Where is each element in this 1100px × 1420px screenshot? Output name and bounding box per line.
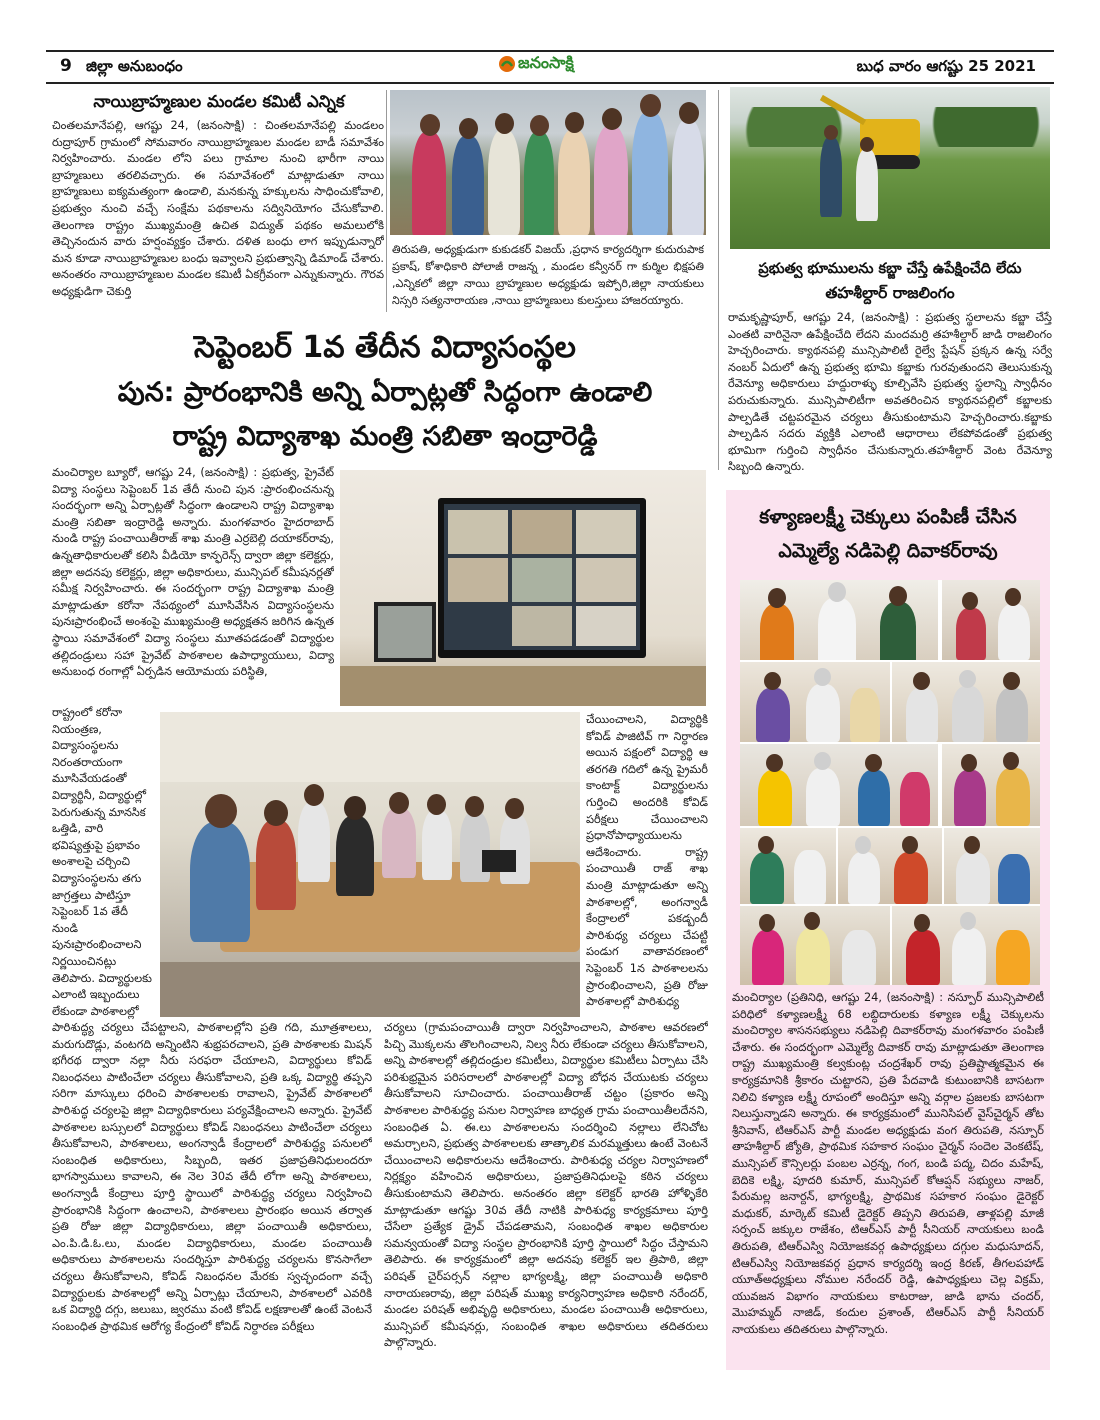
issue-date: బుధ వారం ఆగష్టు 25 2021	[856, 57, 1036, 75]
page-number: 9	[60, 56, 72, 76]
masthead-logo	[498, 50, 608, 80]
collage-photo	[892, 906, 1040, 985]
lead-body-b	[52, 705, 156, 1025]
lead-text-b: రాష్ట్రంలో కరోనా నియంత్రణ, విద్యాసంస్థలను నిరంతరాయంగా మూసివేయడంతో విద్యార్థినీ, విద్యార్థుల్లో పెరుగుతున్న మానసిక ఒత్తిడి, వారి భవిష్యత్తుపై ప్రభావం అంశాలపై చర్చించి విద్యాసంస్థలను తగు జాగ్రత్తలు పాటిస్తూ సెప్టెంబర్ 1వ తేదీ నుండి పునఃప్రారంభించాలని నిర్ణయించినట్లు తెలిపారు. విద్యార్థులకు ఎలాంటి ఇబ్బందులు లేకుండా పాఠశాలల్లో	[52, 706, 152, 1018]
header-rule-bottom	[46, 82, 1054, 84]
collage-photo	[892, 662, 1040, 742]
story3-dateline: మంచిర్యాల (ప్రతినిధి, ఆగష్టు 24, (జనంసాక్షి) :	[732, 991, 944, 1004]
story1-headline: నాయిబ్రాహ్మణుల మండల కమిటీ ఎన్నిక	[93, 92, 345, 111]
collage-photo	[942, 580, 1040, 660]
story2-body	[728, 310, 1052, 478]
page-header	[46, 52, 1054, 82]
story2-dateline: రామకృష్ణాపూర్, ఆగష్టు 24, (జనంసాక్షి) :	[728, 311, 920, 324]
story3-headline-line1: కళ్యాణలక్ష్మీ చెక్కులు పంపిణీ చేసిన	[759, 506, 1017, 528]
story3-headline-line2: ఎమ్మెల్యే నడిపెల్లి దివాకర్‌రావు	[778, 540, 998, 562]
story1-caption: తిరుపతి, అధ్యక్షుడుగా కుకుడకర్ విజయ్ ,ప్రధాన కార్యదర్శిగా కుదురుపాక ప్రకాష్, కోశాధికారి పోలాజీ రాజన్న , మండల కన్వీనర్ గా కుర్మిల భిక్షపతి ,ఎన్నికలో జిల్లా నాయి బ్రాహ్మణుల అధ్యక్షుడు ఇప్పోరి,జిల్లా నాయకులు నిస్సరి సత్యనారాయణ ,నాయి బ్రాహ్మణులు కులస్తులు హాజరయ్యారు.	[392, 243, 704, 307]
lead-headline-line1: సెప్టెంబర్ 1వ తేదీన విద్యాసంస్థల	[194, 330, 576, 365]
lead-videoconf-photo	[340, 470, 706, 706]
story1-text: చింతలమానేపల్లి మండలం రుద్రాపూర్ గ్రామంలో సోమవారం నాయిబ్రాహ్మణుల మండల బాడీ సమావేశం నిర్వహించారు. మండల లోని పలు గ్రామాల నుంచి భారీగా నాయి బ్రాహ్మణులు తరలివచ్చారు. ఈ సమావేశంలో మాట్లాడుతూ నాయి బ్రాహ్మణులు ఐక్యమత్యంగా ఉండాలి, మనకున్న హక్కులను సాధించుకోవాలి, ప్రభుత్వం నుంచి వచ్చే సంక్షేమ పథకాలను సద్వినియోగం చేసుకోవాలి. తెలంగాణ రాష్ట్రం ముఖ్యమంత్రి ఉచిత విద్యుత్ పథకం అమలులోకి తెచ్చినందున వారు హర్షంవ్యక్తం చేశారు. దళిత బంధు లాగ ఇప్పుడున్నారో మన కూడా నాయిబ్రాహ్మణుల బంధు ఇవ్వాలని ప్రభుత్వాన్ని డిమాండ్ చేశారు. అనంతరం నాయిబ్రాహ్మణుల మండల కమిటీ ఏకగ్రీవంగా ఎన్నుకున్నారు. గౌరవ అధ్యక్షుడిగా చెకుర్తి	[52, 119, 384, 298]
lead-text-e: చర్యలు (గ్రామపంచాయితీ ద్వారా నిర్వహించాలని, పాఠశాల ఆవరణలో పిచ్చి మొక్కలను తొలగించాలని, నిల్వ నీరు లేకుండా చర్యలు తీసుకోవాలని, అన్ని పాఠశాలల్లో తల్లిదండ్రుల కమిటీలు, విద్యార్థుల కమిటీలు ఏర్పాటు చేసి పరిశుభ్రమైన పరిసరాలలో పాఠశాలల్లో విద్యా బోధన చేయుటకు చర్యలు తీసుకోవాలని సూచించారు. పంచాయితీరాజ్ చట్టం (ప్రకారం అన్ని పాఠశాలల పారిశుద్ధ్య పనుల నిర్వాహణ బాధ్యత గ్రామ పంచాయితీలదేనని, సంబంధిత ఏ. ఈ.లు పాఠశాలలను సందర్శించి నల్లాలు లేనిచోట అమర్చాలని, ప్రభుత్వ పాఠశాలలకు తాత్కాలిక మరమ్మత్తులు ఉంటే వెంటనే చేయించాలని అధికారులను ఆదేశించారు. పారిశుధ్య చర్యల నిర్వాహణలో నిర్లక్ష్యం వహించిన అధికారులు, ప్రజాప్రతినిధులపై కఠిన చర్యలు తీసుకుంటామని తెలిపారు. అనంతరం జిల్లా కలెక్టర్ భారతి హోళ్ళికేరి మాట్లాడుతూ ఆగష్టు 30వ తేదీ నాటికి పారిశుధ్య కార్యక్రమాలు పూర్తి చేసేలా ప్రత్యేక డ్రైవ్ చేపడతామని, సంబంధిత శాఖల అధికారుల సమన్వయంతో విద్యా సంస్థల ప్రారంభానికి పూర్తి స్థాయిలో సిద్ధం చేస్తామని తెలిపారు. ఈ కార్యక్రమంలో జిల్లా అదనపు కలెక్టర్ ఇల త్రిపాఠి, జిల్లా పరిషత్ చైర్‌పర్సన్ నల్లాల భాగ్యలక్ష్మి, జిల్లా పంచాయితీ అధికారి నారాయణరావు, జిల్లా పరిషత్ ముఖ్య కార్యనిర్వాహణ అధికారి నరేందర్, మండల పరిషత్ అభివృద్ధి అధికారులు, మండల పంచాయితీ అధికారులు, మున్సిపల్ కమీషనర్లు, సంబంధిత శాఖల అధికారులు తదితరులు పాల్గొన్నారు.	[384, 1021, 708, 1350]
story2-headline-line1: ప్రభుత్వ భూములను కబ్జా చేస్తే ఉపేక్షించేది లేదు	[758, 261, 1022, 277]
column-rule	[718, 90, 719, 470]
lead-headline-line2: పున: ప్రారంభానికి అన్ని ఏర్పాట్లతో సిద్ధంగా ఉండాలి	[117, 377, 653, 408]
lead-headline-line3: రాష్ట్ర విద్యాశాఖ మంత్రి సబితా ఇంద్రారెడ్డి	[172, 421, 598, 452]
collage-photo	[740, 744, 938, 826]
header-rule-top	[46, 50, 1054, 52]
story2-text: ప్రభుత్వ స్థలాలను కబ్జా చేస్తే ఎంతటి వారినైనా ఉపేక్షించేది లేదని మందమర్రి తహశీల్దార్ జాడి రాజలింగం హెచ్చరించారు. క్యాథనపల్లి మున్సిపాలిటీ రైల్వే స్టేషన్ ప్రక్కన ఉన్న సర్వే నంబర్ ఏదులో ఉన్న ప్రభుత్వ భూమి కబ్జాకు గురవుతుందని తెలుసుకున్న రేవెన్యూ అధికారులు హద్దురాళ్ళు కూల్చివేసి ప్రభుత్వ స్థలాన్ని స్వాధీనం పరుచుకున్నారు. మున్సిపాలిటీగా అవతరించిన క్యాథనపల్లిలో కబ్జాలకు పాల్పడితే చట్టపరమైన చర్యలు తీసుకుంటామని హెచ్చరించారు.కబ్జాకు పాల్పడిన సదరు వ్యక్తికి ఎలాంటి ఆధారాలు లేకపోవడంతో ప్రభుత్వ భూమిగా గుర్తించి స్వాధీనం చేసుకున్నారు.తహశీల్దార్ వెంట రేవెన్యూ సిబ్బంది ఉన్నారు.	[728, 311, 1052, 474]
story1-body	[52, 118, 384, 304]
story3-photo-collage	[740, 580, 1040, 985]
lead-headline	[58, 325, 712, 459]
lead-dateline: మంచిర్యాల బ్యూరో, ఆగష్టు 24, (జనంసాక్షి) :	[52, 466, 258, 479]
lead-meeting-photo	[160, 712, 580, 1017]
collage-photo	[740, 828, 836, 904]
story1-dateline: చింతలమానేపల్లి, ఆగష్టు 24, (జనంసాక్షి) :	[52, 119, 257, 132]
lead-body-e	[384, 1020, 708, 1400]
lead-text-a: ప్రభుత్వ, ప్రైవేట్ విద్యా సంస్థలు సెప్టెంబర్ 1వ తేదీ నుంచి పున :ప్రారంభించనున్న సందర్భంగా అన్ని ఏర్పాట్లతో సిద్ధంగా ఉండాలని రాష్ట్ర విద్యాశాఖ మంత్రి సబితా ఇంద్రారెడ్డి అన్నారు. మంగళవారం హైదరాబాద్ నుండి రాష్ట్ర పంచాయితీరాజ్ శాఖ మంత్రి ఎర్రబెల్లి దయాకర్‌రావు, ఉన్నతాధికారులతో కలిసి వీడియో కాన్ఫరెన్స్ ద్వారా జిల్లా కలెక్టర్లు, జిల్లా అదనపు కలెక్టర్లు, జిల్లా అధికారులు, మున్సిపల్ కమీషనర్లతో సమీక్ష నిర్వహించారు. ఈ సందర్భంగా రాష్ట్ర విద్యాశాఖ మంత్రి మాట్లాడుతూ కరోనా నేపథ్యంలో మూసివేసిన విద్యాసంస్థలను పునఃప్రారంభించే అంశంపై ముఖ్యమంత్రి అధ్యక్షతన జరిగిన ఉన్నత స్థాయి సమావేశంలో విద్యా సంస్థలు మూతపడడంతో విద్యార్థుల తల్లిదండ్రులు సహా ప్రైవేట్ పాఠశాలల ఉపాధ్యాయులు, విద్యా అనుబంధ రంగాల్లో ఏర్పడిన ఆయోమయ పరిస్థితి,	[52, 466, 334, 679]
collage-photo	[740, 662, 890, 742]
story2-headline-line2: తహశీల్దార్ రాజలింగం	[825, 284, 955, 302]
section-name: జిల్లా అనుబంధం	[86, 57, 183, 75]
story2-headline	[728, 258, 1052, 306]
masthead-icon	[498, 55, 516, 73]
masthead-title: జనంసాక్షి	[518, 53, 574, 72]
story3-body	[732, 990, 1044, 1362]
lead-body-d	[586, 712, 708, 1010]
collage-photo	[838, 828, 942, 904]
lead-text-c: పారిశుద్ధ్య చర్యలు చేపట్టాలని, పాఠశాలల్లోని ప్రతి గది, మూత్రశాలలు, మరుగుదొడ్లు, వంటగది అన్నింటిని శుభ్రపరచాలని, ప్రతి పాఠశాలకు మిషన్ భగీరథ ద్వారా నల్లా నీరు సరఫరా చేయాలని, విద్యార్థులు కోవిడ్ నిబంధనలు పాటించేలా చర్యలు తీసుకోవాలని, ప్రతి ఒక్క విద్యార్థి తప్పని సరిగా మాస్కులు ధరించి పాఠశాలలకు రావాలని, ప్రైవేట్ పాఠశాలలో పారిశుద్ధ చర్యలపై జిల్లా విద్యాధికారులు పర్యవేక్షించాలని అన్నారు. ప్రైవేట్ పాఠశాలల బస్సులలో విద్యార్థులు కోవిడ్ నిబంధనలు పాటించేలా చర్యలు తీసుకోవాలని, పాఠశాలలు, అంగన్వాడీ కేంద్రాలలో పారిశుద్ధ్య పనులలో సంబంధిత అధికారులు, సిబ్బంది, ఇతర ప్రజాప్రతినిధులందరూ భాగస్వాములు కావాలని, ఈ నెల 30వ తేదీ లోగా అన్ని పాఠశాలలు, అంగన్వాడీ కేంద్రాలు పూర్తి స్థాయిలో పారిశుద్ధ్య చర్యలు నిర్వహించి ప్రారంభానికి సిద్ధంగా ఉంచాలని, పాఠశాలలు ప్రారంభం అయిన తర్వాత ప్రతి రోజు జిల్లా విద్యాధికారులు, జిల్లా పంచాయితీ అధికారులు, ఎం.పి.డి.ఓ.లు, మండల విద్యాధికారులు, మండల పంచాయితీ అధికారులు పాఠశాలలను సందర్శిస్తూ పారిశుద్ధ్య చర్యలను కొనసాగేలా చర్యలు తీసుకోవాలని, కోవిడ్ నిబంధనల మేరకు స్వచ్ఛందంగా వచ్చే విద్యార్థులకు పాఠశాలల్లో అన్ని ఏర్పాట్లు చేయాలని, పాఠశాలలో ఎవరికి ఒక విద్యార్థి దగ్గు, జలుబు, జ్వరము వంటి కోవిడ్ లక్షణాలతో ఉంటే వెంటనే సంబంధిత ప్రాథమిక ఆరోగ్య కేంద్రంలో కోవిడ్ నిర్ధారణ పరీక్షలు	[52, 1021, 372, 1333]
lead-body-c	[52, 1020, 372, 1400]
collage-photo	[942, 744, 1040, 826]
lead-body-a	[52, 465, 334, 705]
story3-text: నస్పూర్ మున్సిపాలిటీ పరిధిలో కళ్యాణలక్ష్మీ 68 లబ్ధిదారులకు కళ్యాణ లక్ష్మీ చెక్కులను మంచిర్యాల శాసనసభ్యులు నడిపెల్లి దివాకర్‌రావు మంగళవారం పంపిణీ చేశారు. ఈ సందర్భంగా ఎమ్మెల్యే దివాకర్ రావు మాట్లాడుతూ తెలంగాణ రాష్ట్ర ముఖ్యమంత్రి కల్వకుంట్ల చంద్రశేఖర్ రావు ప్రతిష్టాత్మకమైన ఈ కార్యక్రమానికి శ్రీకారం చుట్టారని, ప్రతి పేదవాడి కుటుంబానికి బాసటగా నిలిచి కళ్యాణ లక్ష్మీ రూపంలో అందిస్తూ అన్ని వర్గాల ప్రజలకు బాసటగా నిలుస్తున్నాడని అన్నారు. ఈ కార్యక్రమంలో మునిసిపల్ వైస్‌చైర్మన్ తోట శ్రీనివాస్, టిఆర్ఎస్ పార్టీ మండల అధ్యక్షుడు వంగ తిరుపతి, నస్పూర్ తాహశీల్దార్ జ్యోతి, ప్రాథమిక సహకార సంఘం చైర్మన్ సందెల వెంకటేష్, మున్సిపల్ కౌన్సిలర్లు పంబల ఎర్రన్న, గంగ, బండి పద్మ, చిదం మహేష్, బెదికె లక్ష్మి, పూదరి కుమార్, మున్సిపల్ కోఆప్షన్ సభ్యులు నాజర్, పేరుమల్ల జనార్దన్, భాగ్యలక్ష్మి, ప్రాథమిక సహకార సంఘం డైరెక్టర్ మధుకర్, మార్కెట్ కమిటీ డైరెక్టర్ తిప్పని తిరుపతి, తాళ్లపల్లి మాజీ సర్పంచ్ జక్కుల రాజేశం, టిఆర్ఎస్ పార్టీ సీనియర్ నాయకులు బండి తిరుపతి, టిఆర్ఎస్వి నియోజకవర్గ ఉపాధ్యక్షులు దగ్గుల మధుసూదన్, టిఆర్ఎస్వి నియోజకవర్గ ప్రధాన కార్యదర్శి ఇంద్ర కిరణ్, తీగలపహాడ్ యూత్‌అధ్యక్షులు నోముల నరేందర్ రెడ్డి, ఉపాధ్యక్షులు చెల్ల విక్రమ్, యువజన విభాగం నాయకులు కాటరాజు, జాడి భాను చందర్, మొహమ్మద్ నాజిడ్, కందుల ప్రశాంత్, టిఆర్ఎస్ పార్టీ సీనియర్ నాయకులు తదితరులు పాల్గొన్నారు.	[732, 991, 1044, 1336]
column-rule	[386, 90, 387, 312]
collage-photo	[740, 906, 890, 985]
story3-headline	[726, 500, 1050, 568]
lead-text-d: చేయించాలని, విద్యార్థికి కోవిడ్ పాజిటివ్ గా నిర్ధారణ అయిన పక్షంలో విద్యార్థి ఆ తరగతి గదిలో ఉన్న ప్రైమరీ కాంటాక్ట్ విద్యార్థులను గుర్తించి అందరికి కోవిడ్ పరీక్షలు చేయించాలని ప్రధానోపాధ్యాయులను ఆదేశించారు. రాష్ట్ర పంచాయితీ రాజ్ శాఖ మంత్రి మాట్లాడుతూ అన్ని పాఠశాలల్లో, అంగన్వాడీ కేంద్రాలలో పకడ్బందీ పారిశుధ్య చర్యలు చేపట్టి పండుగ వాతావరణంలో సెప్టెంబర్ 1న పాఠశాలలను ప్రారంభించాలని, ప్రతి రోజు పాఠశాలల్లో పారిశుధ్య	[586, 713, 708, 1009]
story1-group-photo	[390, 90, 706, 235]
story2-land-photo	[730, 87, 1050, 249]
collage-photo	[740, 580, 938, 660]
collage-photo	[944, 828, 1040, 904]
